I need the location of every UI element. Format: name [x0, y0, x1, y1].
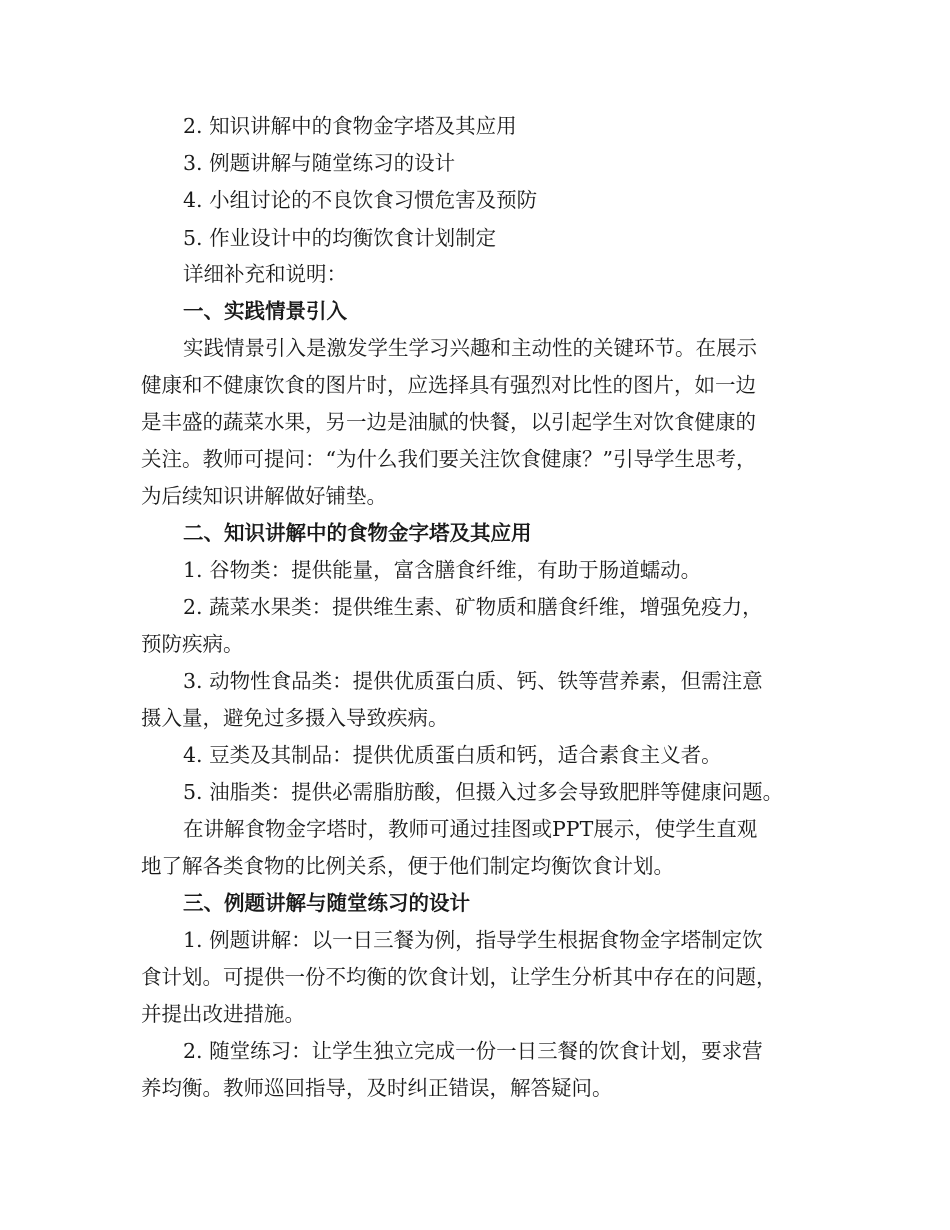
list-item: 2. 随堂练习：让学生独立完成一份一日三餐的饮食计划，要求营 — [183, 1039, 763, 1063]
list-item: 4. 豆类及其制品：提供优质蛋白质和钙，适合素食主义者。 — [183, 743, 722, 767]
paragraph-line: 健康和不健康饮食的图片时，应选择具有强烈对比性的图片，如一边 — [141, 373, 756, 397]
list-item-continuation: 预防疾病。 — [141, 632, 244, 656]
list-item-continuation: 摄入量，避免过多摄入导致疾病。 — [141, 706, 449, 730]
list-item: 3. 动物性食品类：提供优质蛋白质、钙、铁等营养素，但需注意 — [183, 669, 763, 693]
paragraph-line: 关注。教师可提问：“为什么我们要关注饮食健康？”引导学生思考， — [141, 447, 757, 471]
outline-item-4: 4. 小组讨论的不良饮食习惯危害及预防 — [183, 188, 538, 212]
outline-item-3: 3. 例题讲解与随堂练习的设计 — [183, 151, 456, 175]
outline-item-5: 5. 作业设计中的均衡饮食计划制定 — [183, 226, 497, 250]
section-heading-1: 一、实践情景引入 — [183, 299, 347, 323]
outline-item-2: 2. 知识讲解中的食物金字塔及其应用 — [183, 114, 517, 138]
list-item: 5. 油脂类：提供必需脂肪酸，但摄入过多会导致肥胖等健康问题。 — [183, 780, 784, 804]
list-item: 1. 例题讲解：以一日三餐为例，指导学生根据食物金字塔制定饮 — [183, 928, 763, 952]
paragraph-line: 地了解各类食物的比例关系，便于他们制定均衡饮食计划。 — [141, 854, 674, 878]
section-heading-3: 三、例题讲解与随堂练习的设计 — [183, 891, 470, 915]
paragraph-line: 是丰盛的蔬菜水果，另一边是油腻的快餐，以引起学生对饮食健康的 — [141, 410, 756, 434]
paragraph-line: 在讲解食物金字塔时，教师可通过挂图或PPT展示，使学生直观 — [183, 817, 758, 841]
list-item-continuation: 食计划。可提供一份不均衡的饮食计划，让学生分析其中存在的问题， — [141, 965, 777, 989]
supplement-intro: 详细补充和说明： — [183, 262, 347, 286]
list-item: 2. 蔬菜水果类：提供维生素、矿物质和膳食纤维，增强免疫力， — [183, 595, 763, 619]
paragraph-line: 为后续知识讲解做好铺垫。 — [141, 484, 387, 508]
paragraph-line: 实践情景引入是激发学生学习兴趣和主动性的关键环节。在展示 — [183, 336, 757, 360]
list-item-continuation: 并提出改进措施。 — [141, 1002, 305, 1026]
list-item: 1. 谷物类：提供能量，富含膳食纤维，有助于肠道蠕动。 — [183, 558, 702, 582]
list-item-continuation: 养均衡。教师巡回指导，及时纠正错误，解答疑问。 — [141, 1076, 613, 1100]
section-heading-2: 二、知识讲解中的食物金字塔及其应用 — [183, 521, 532, 545]
